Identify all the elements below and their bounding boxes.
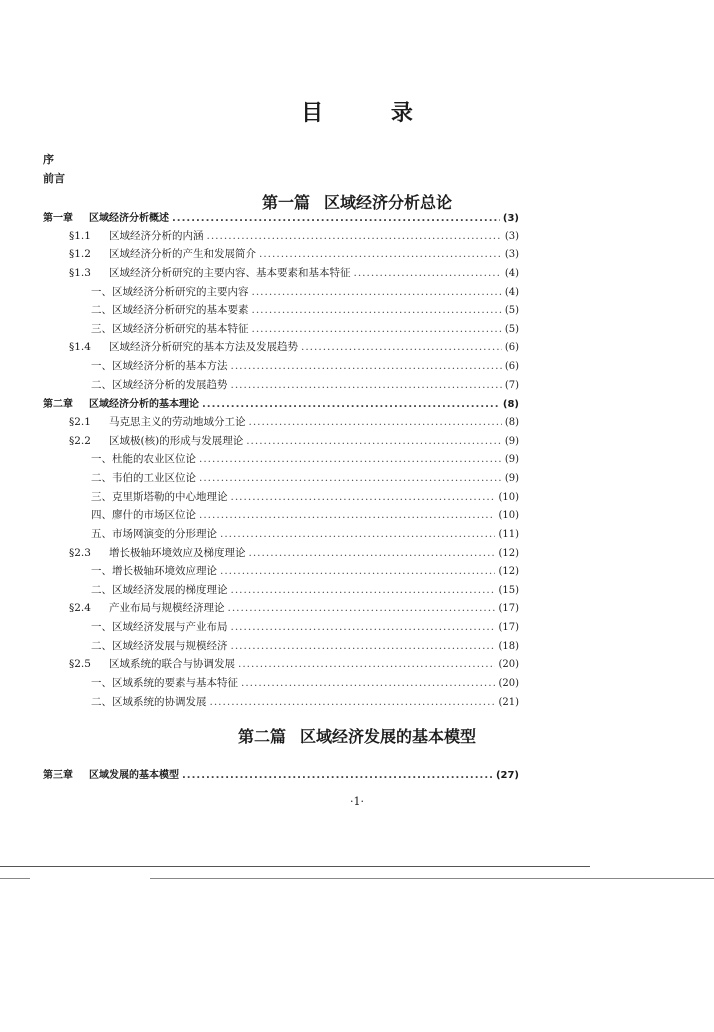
toc-entry[interactable] bbox=[43, 656, 519, 675]
entry-number: §2.4 bbox=[69, 602, 91, 615]
entry-title: 三、克里斯塔勒的中心地理论 bbox=[91, 490, 228, 503]
entry-title: 区域经济分析的产生和发展简介 bbox=[109, 248, 256, 261]
dot-leader bbox=[199, 453, 502, 465]
toc-entry[interactable] bbox=[43, 600, 519, 619]
dot-leader bbox=[228, 602, 496, 614]
entry-page: (4) bbox=[504, 267, 519, 279]
dot-leader bbox=[259, 248, 502, 260]
part-one-title: 区域经济分析总论 bbox=[324, 193, 453, 212]
dot-leader bbox=[172, 213, 500, 224]
toc-entry[interactable] bbox=[43, 339, 519, 358]
entry-title: 一、区域经济分析研究的主要内容 bbox=[91, 285, 249, 298]
part-one-label: 第一篇 bbox=[261, 193, 310, 212]
scan-rule-lower-left bbox=[0, 878, 30, 879]
toc-entry[interactable] bbox=[43, 321, 519, 340]
entry-title: 区域发展的基本模型 bbox=[89, 770, 179, 781]
dot-leader bbox=[199, 472, 502, 484]
entry-title: 五、市场网演变的分形理论 bbox=[91, 527, 217, 540]
entry-title: 二、区域经济发展的梯度理论 bbox=[91, 583, 228, 596]
entry-page: (20) bbox=[498, 659, 519, 671]
dot-leader bbox=[220, 565, 495, 577]
dot-leader bbox=[231, 379, 502, 391]
entry-page: (12) bbox=[498, 566, 519, 578]
entry-title: 区域经济分析概述 bbox=[89, 213, 169, 224]
toc-entry[interactable] bbox=[43, 209, 519, 228]
entry-title: 区域经济分析的基本理论 bbox=[89, 399, 199, 411]
toc-entry[interactable] bbox=[43, 451, 519, 470]
page-title: 目 录 bbox=[301, 101, 443, 126]
dot-leader bbox=[252, 323, 502, 335]
dot-leader bbox=[246, 435, 502, 447]
dot-leader bbox=[231, 360, 502, 372]
entry-title: 一、增长极轴环境效应理论 bbox=[91, 565, 217, 578]
dot-leader bbox=[238, 658, 495, 670]
scan-rule-lower bbox=[150, 878, 714, 879]
toc-entry[interactable] bbox=[43, 507, 519, 526]
entry-number: §2.2 bbox=[69, 434, 91, 447]
entry-page: (8) bbox=[502, 399, 519, 411]
toc-entry[interactable] bbox=[43, 766, 519, 785]
entry-page: (10) bbox=[498, 491, 519, 503]
dot-leader bbox=[231, 584, 496, 596]
dot-leader bbox=[301, 341, 502, 353]
part-two-label: 第二篇 bbox=[237, 727, 286, 746]
toc-entry[interactable] bbox=[43, 395, 519, 414]
entry-number: §2.5 bbox=[69, 658, 91, 671]
entry-title: 增长极轴环境效应及梯度理论 bbox=[109, 546, 246, 559]
entry-title: 马克思主义的劳动地域分工论 bbox=[109, 416, 246, 429]
entry-title: 区域经济分析的内涵 bbox=[109, 229, 204, 242]
dot-leader bbox=[231, 640, 496, 652]
entry-page: (9) bbox=[504, 435, 519, 447]
entry-page: (15) bbox=[498, 584, 519, 596]
entry-page: (12) bbox=[498, 547, 519, 559]
toc-entry[interactable] bbox=[43, 228, 519, 247]
toc-entry[interactable] bbox=[43, 377, 519, 396]
dot-leader bbox=[182, 770, 493, 781]
entry-page: (20) bbox=[498, 678, 519, 690]
entry-page: (9) bbox=[504, 454, 519, 466]
entry-page: (7) bbox=[504, 379, 519, 391]
entry-title: 区域经济分析研究的主要内容、基本要素和基本特征 bbox=[109, 266, 351, 279]
toc-entry[interactable] bbox=[43, 358, 519, 377]
entry-title: 四、廖什的市场区位论 bbox=[91, 509, 196, 522]
toc-entry[interactable] bbox=[43, 582, 519, 601]
entry-page: (3) bbox=[504, 249, 519, 261]
entry-page: (21) bbox=[498, 696, 519, 708]
entry-page: (6) bbox=[504, 361, 519, 373]
entry-title: 二、区域经济分析研究的基本要素 bbox=[91, 304, 249, 317]
entry-page: (3) bbox=[502, 213, 519, 224]
entry-number: §1.4 bbox=[69, 341, 91, 354]
toc-entry[interactable] bbox=[43, 675, 519, 694]
entry-title: 一、区域经济分析的基本方法 bbox=[91, 360, 228, 373]
entry-title: 三、区域经济分析研究的基本特征 bbox=[91, 322, 249, 335]
entry-number: 第三章 bbox=[43, 770, 73, 781]
entry-number: §2.1 bbox=[69, 416, 91, 429]
dot-leader bbox=[249, 416, 502, 428]
entry-page: (4) bbox=[504, 286, 519, 298]
entry-page: (27) bbox=[495, 770, 519, 781]
toc-entry[interactable] bbox=[43, 302, 519, 321]
entry-page: (18) bbox=[498, 640, 519, 652]
page-number: ·1· bbox=[350, 795, 364, 808]
entry-page: (11) bbox=[498, 528, 519, 540]
entry-number: §2.3 bbox=[69, 546, 91, 559]
scan-rule-upper bbox=[0, 866, 590, 867]
dot-leader bbox=[241, 677, 495, 689]
entry-title: 区域系统的联合与协调发展 bbox=[109, 658, 235, 671]
dot-leader bbox=[249, 547, 496, 559]
dot-leader bbox=[231, 621, 496, 633]
entry-title: 一、区域系统的要素与基本特征 bbox=[91, 677, 238, 690]
entry-title: 二、区域经济分析的发展趋势 bbox=[91, 378, 228, 391]
dot-leader bbox=[231, 491, 496, 503]
entry-page: (8) bbox=[504, 417, 519, 429]
toc-entry[interactable] bbox=[43, 414, 519, 433]
entry-number: §1.3 bbox=[69, 266, 91, 279]
entry-title: 二、区域经济发展与规模经济 bbox=[91, 639, 228, 652]
toc-entry-chapter3[interactable] bbox=[43, 766, 519, 785]
toc-entry[interactable] bbox=[43, 694, 519, 713]
toc-entry[interactable] bbox=[43, 265, 519, 284]
entry-page: (6) bbox=[504, 342, 519, 354]
dot-leader bbox=[252, 286, 502, 298]
entry-page: (5) bbox=[504, 323, 519, 335]
entry-title: 一、杜能的农业区位论 bbox=[91, 453, 196, 466]
entry-page: (3) bbox=[504, 230, 519, 242]
entry-page: (10) bbox=[498, 510, 519, 522]
dot-leader bbox=[252, 304, 502, 316]
dot-leader bbox=[210, 696, 496, 708]
entry-page: (17) bbox=[498, 603, 519, 615]
toc-entry[interactable] bbox=[43, 563, 519, 582]
dot-leader bbox=[354, 267, 502, 279]
toc-entry[interactable] bbox=[43, 545, 519, 564]
dot-leader bbox=[220, 528, 495, 540]
dot-leader bbox=[202, 399, 500, 410]
entry-title: 产业布局与规模经济理论 bbox=[109, 602, 225, 615]
part-two-title: 区域经济发展的基本模型 bbox=[300, 727, 477, 746]
entry-number: 第一章 bbox=[43, 213, 73, 224]
toc-entries bbox=[43, 209, 519, 712]
dot-leader bbox=[207, 230, 502, 242]
entry-title: 二、韦伯的工业区位论 bbox=[91, 471, 196, 484]
entry-title: 二、区域系统的协调发展 bbox=[91, 695, 207, 708]
toc-entry[interactable] bbox=[43, 284, 519, 303]
entry-page: (9) bbox=[504, 472, 519, 484]
toc-entry[interactable] bbox=[43, 619, 519, 638]
front-matter-preface[interactable]: 序 bbox=[43, 153, 54, 166]
toc-entry[interactable] bbox=[43, 246, 519, 265]
entry-number: §1.1 bbox=[69, 229, 91, 242]
toc-entry[interactable] bbox=[43, 433, 519, 452]
toc-entry[interactable] bbox=[43, 526, 519, 545]
dot-leader bbox=[199, 509, 495, 521]
entry-number: 第二章 bbox=[43, 399, 73, 411]
toc-entry[interactable] bbox=[43, 470, 519, 489]
toc-entry[interactable] bbox=[43, 489, 519, 508]
entry-page: (5) bbox=[504, 305, 519, 317]
entry-title: 区域经济分析研究的基本方法及发展趋势 bbox=[109, 341, 298, 354]
entry-page: (17) bbox=[498, 622, 519, 634]
part-two-heading bbox=[0, 724, 714, 747]
entry-number: §1.2 bbox=[69, 248, 91, 261]
front-matter-foreword[interactable]: 前言 bbox=[43, 172, 65, 185]
toc-entry[interactable] bbox=[43, 638, 519, 657]
entry-title: 区域极(核)的形成与发展理论 bbox=[109, 434, 244, 447]
entry-title: 一、区域经济发展与产业布局 bbox=[91, 621, 228, 634]
